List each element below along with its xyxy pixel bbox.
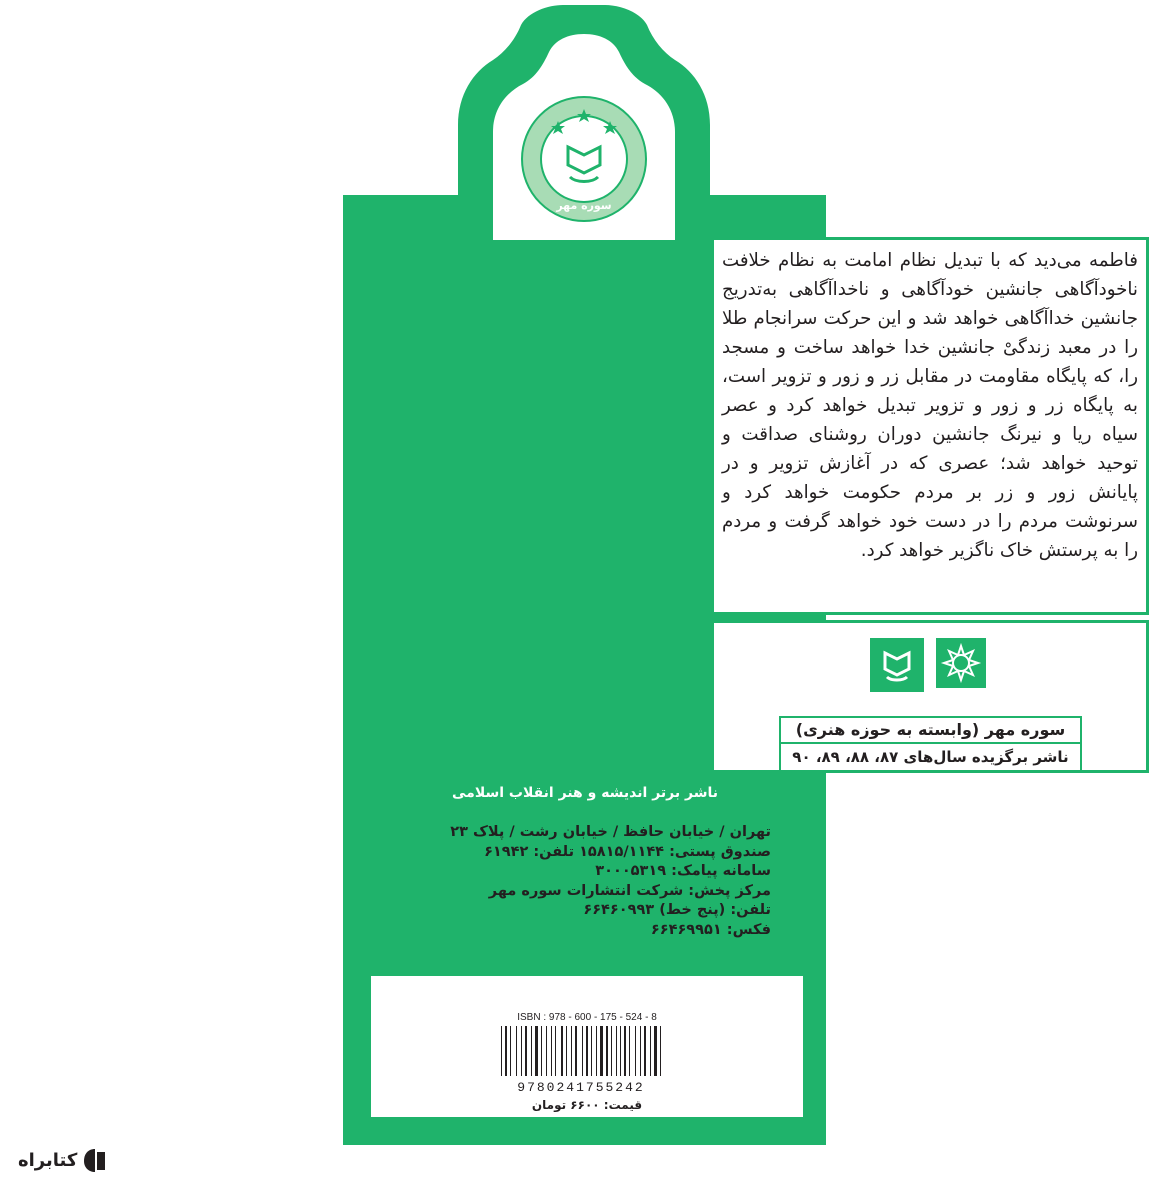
publisher-award-years: ناشر برگزیده سال‌های ۸۷، ۸۸، ۸۹، ۹۰	[779, 744, 1082, 772]
barcode-digits: 9780241755242	[517, 1080, 645, 1095]
emblem	[520, 95, 648, 223]
barcode-panel	[368, 973, 806, 1120]
barcode-icon	[499, 1026, 669, 1080]
emblem-text: سوره مهر	[556, 199, 612, 212]
distribution-center: مرکز پخش: شرکت انتشارات سوره مهر	[488, 882, 771, 899]
sms-number: سامانه پیامک: ۳۰۰۰۵۳۱۹	[595, 863, 771, 879]
address: تهران / خیابان حافظ / خیابان رشت / پلاک ۲۳	[450, 824, 771, 840]
synopsis-text: فاطمه می‌دید که با تبدیل نظام امامت به نظام خلافت ناخودآگاهی جانشین خودآگاهی و ناخدا‌آگاهی به‌تدریج جانشین خداآگاهی خواهد شد و این حرکت سرانجام طلا را در معبد زندگیْ جانشین خدا خواهد ساخت و مسجد را، که پایگاه مقاومت در مقابل زر و زور و تزویر است، به پایگاه زر و زور و تزویر تبدیل خواهد کرد و عصر سیاه ریا و نیرنگ جانشین دوران روشنای صداقت و توحید خواهد شد؛ عصری که در آغازش تزویر و در پایانش زور و زر بر مردم حکومت خواهد کرد و سرنوشت مردم را در دست خود خواهد گرفت و مردم را به پرستش خاک ناگزیر خواهد کرد.	[722, 250, 1138, 561]
publisher-logos	[870, 638, 986, 692]
contact-block	[368, 815, 806, 970]
isbn: ISBN : 978 - 600 - 175 - 524 - 8	[517, 1012, 657, 1023]
watermark-text: کتابراه	[18, 1149, 78, 1171]
publisher-name: سوره مهر (وابسته به حوزه هنری)	[779, 716, 1082, 744]
publisher-award: ناشر برتر اندیشه و هنر انقلاب اسلامی	[440, 778, 730, 808]
synopsis-panel	[711, 237, 1149, 615]
hozeh-honari-logo	[936, 638, 986, 688]
phone: تلفن: (پنج خط) ۶۶۴۶۰۹۹۳	[583, 902, 771, 918]
back-cover	[343, 0, 1138, 1145]
sooreh-mehr-logo	[870, 638, 924, 692]
book-logo-icon	[81, 1146, 109, 1174]
publisher-panel	[711, 620, 1149, 773]
watermark	[18, 1146, 109, 1174]
price: قیمت: ۶۶۰۰ تومان	[531, 1098, 643, 1112]
fax: فکس: ۶۶۴۶۹۹۵۱	[650, 921, 771, 938]
po-box: صندوق پستی: ۱۵۸۱۵/۱۱۴۴ تلفن: ۶۱۹۴۲	[484, 843, 771, 860]
